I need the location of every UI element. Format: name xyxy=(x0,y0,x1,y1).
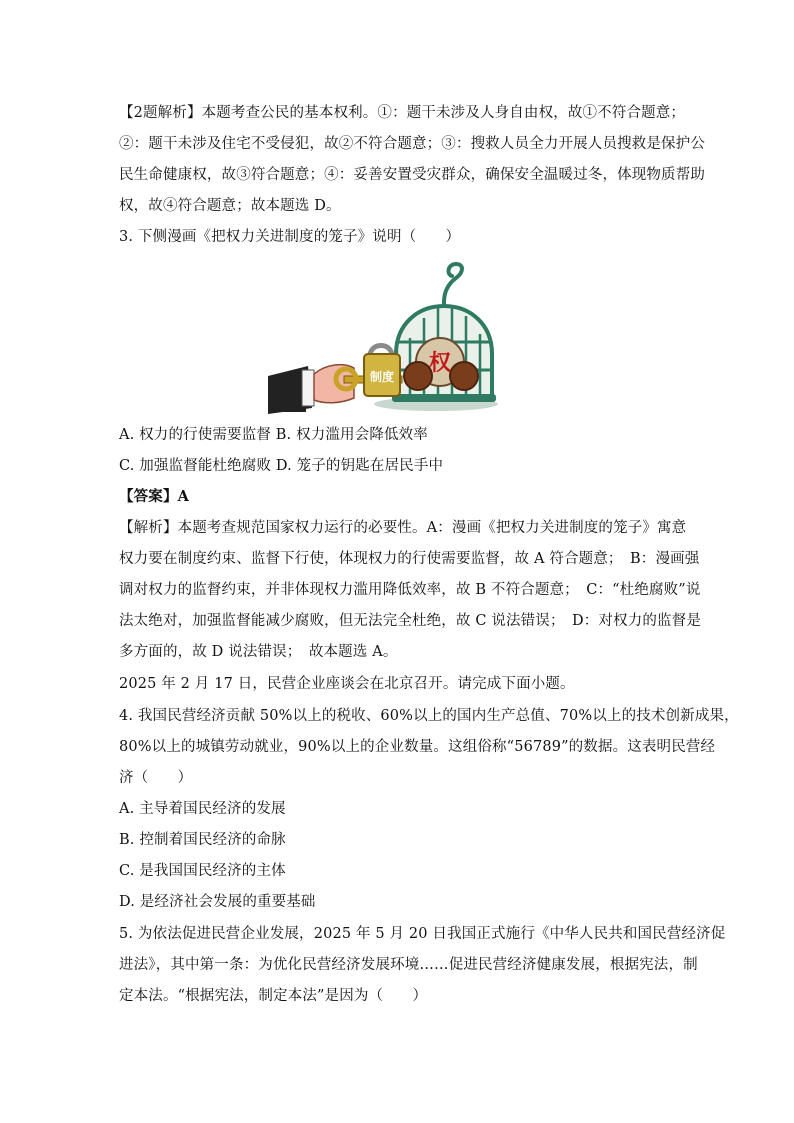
q5-stem-line-2: 进法》，其中第一条：为优化民营经济发展环境……促进民营经济健康发展，根据宪法，制 xyxy=(119,957,698,973)
context-note: 2025 年 2 月 17 日，民营企业座谈会在北京召开。请完成下面小题。 xyxy=(119,676,575,692)
q2-analysis-line-2: ②：题干未涉及住宅不受侵犯，故②不符合题意；③：搜救人员全力开展人员搜救是保护公 xyxy=(119,136,705,152)
cage-cartoon-image xyxy=(268,258,504,414)
q3-analysis-line-2: 权力要在制度约束、监督下行使，体现权力的行使需要监督，故 A 符合题意； B：漫画强 xyxy=(119,551,700,567)
padlock-label: 制度 xyxy=(369,370,395,384)
q2-analysis-line-1: 【2题解析】本题考查公民的基本权利。①：题干未涉及人身自由权，故①不符合题意； xyxy=(119,105,686,121)
q4-option-d: D. 是经济社会发展的重要基础 xyxy=(119,894,316,910)
q4-option-a: A. 主导着国民经济的发展 xyxy=(119,801,286,817)
q5-stem-line-3: 定本法。“根据宪法，制定本法”是因为（ ） xyxy=(119,988,428,1004)
q4-option-b: B. 控制着国民经济的命脉 xyxy=(119,832,286,848)
q3-options-line-2: C. 加强监督能杜绝腐败 D. 笼子的钥匙在居民手中 xyxy=(119,458,444,474)
q5-stem-line-1: 5. 为依法促进民营企业发展，2025 年 5 月 20 日我国正式施行《中华人民共和国民营经济促 xyxy=(119,926,726,942)
q2-analysis-line-4: 权，故④符合题意；故本题选 D。 xyxy=(119,198,341,214)
q4-stem-line-1: 4. 我国民营经济贡献 50%以上的税收、60%以上的国内生产总值、70%以上的技术创新成果， xyxy=(119,708,739,724)
q3-analysis-line-1: 【解析】本题考查规范国家权力运行的必要性。A：漫画《把权力关进制度的笼子》寓意 xyxy=(119,520,687,536)
q3-answer: 【答案】A xyxy=(119,488,189,505)
cage-inside-label: 权 xyxy=(428,351,452,376)
q4-stem-line-2: 80%以上的城镇劳动就业，90%以上的企业数量。这组俗称“56789”的数据。这表明民营经 xyxy=(119,739,716,755)
q4-stem-line-3: 济（ ） xyxy=(119,770,193,786)
q4-option-c: C. 是我国国民经济的主体 xyxy=(119,863,286,879)
q3-options-line-1: A. 权力的行使需要监督 B. 权力滥用会降低效率 xyxy=(119,427,428,443)
q2-analysis-line-3: 民生命健康权，故③符合题意；④：妥善安置受灾群众，确保安全温暖过冬，体现物质帮助 xyxy=(119,167,705,183)
q3-analysis-line-5: 多方面的，故 D 说法错误； 故本题选 A。 xyxy=(119,644,398,660)
q3-analysis-line-4: 法太绝对，加强监督能减少腐败，但无法完全杜绝，故 C 说法错误； D：对权力的监督是 xyxy=(119,613,701,629)
q3-analysis-line-3: 调对权力的监督约束，并非体现权力滥用降低效率，故 B 不符合题意； C：“杜绝腐败”说 xyxy=(119,582,701,598)
q3-stem: 3. 下侧漫画《把权力关进制度的笼子》说明（ ） xyxy=(119,229,461,245)
